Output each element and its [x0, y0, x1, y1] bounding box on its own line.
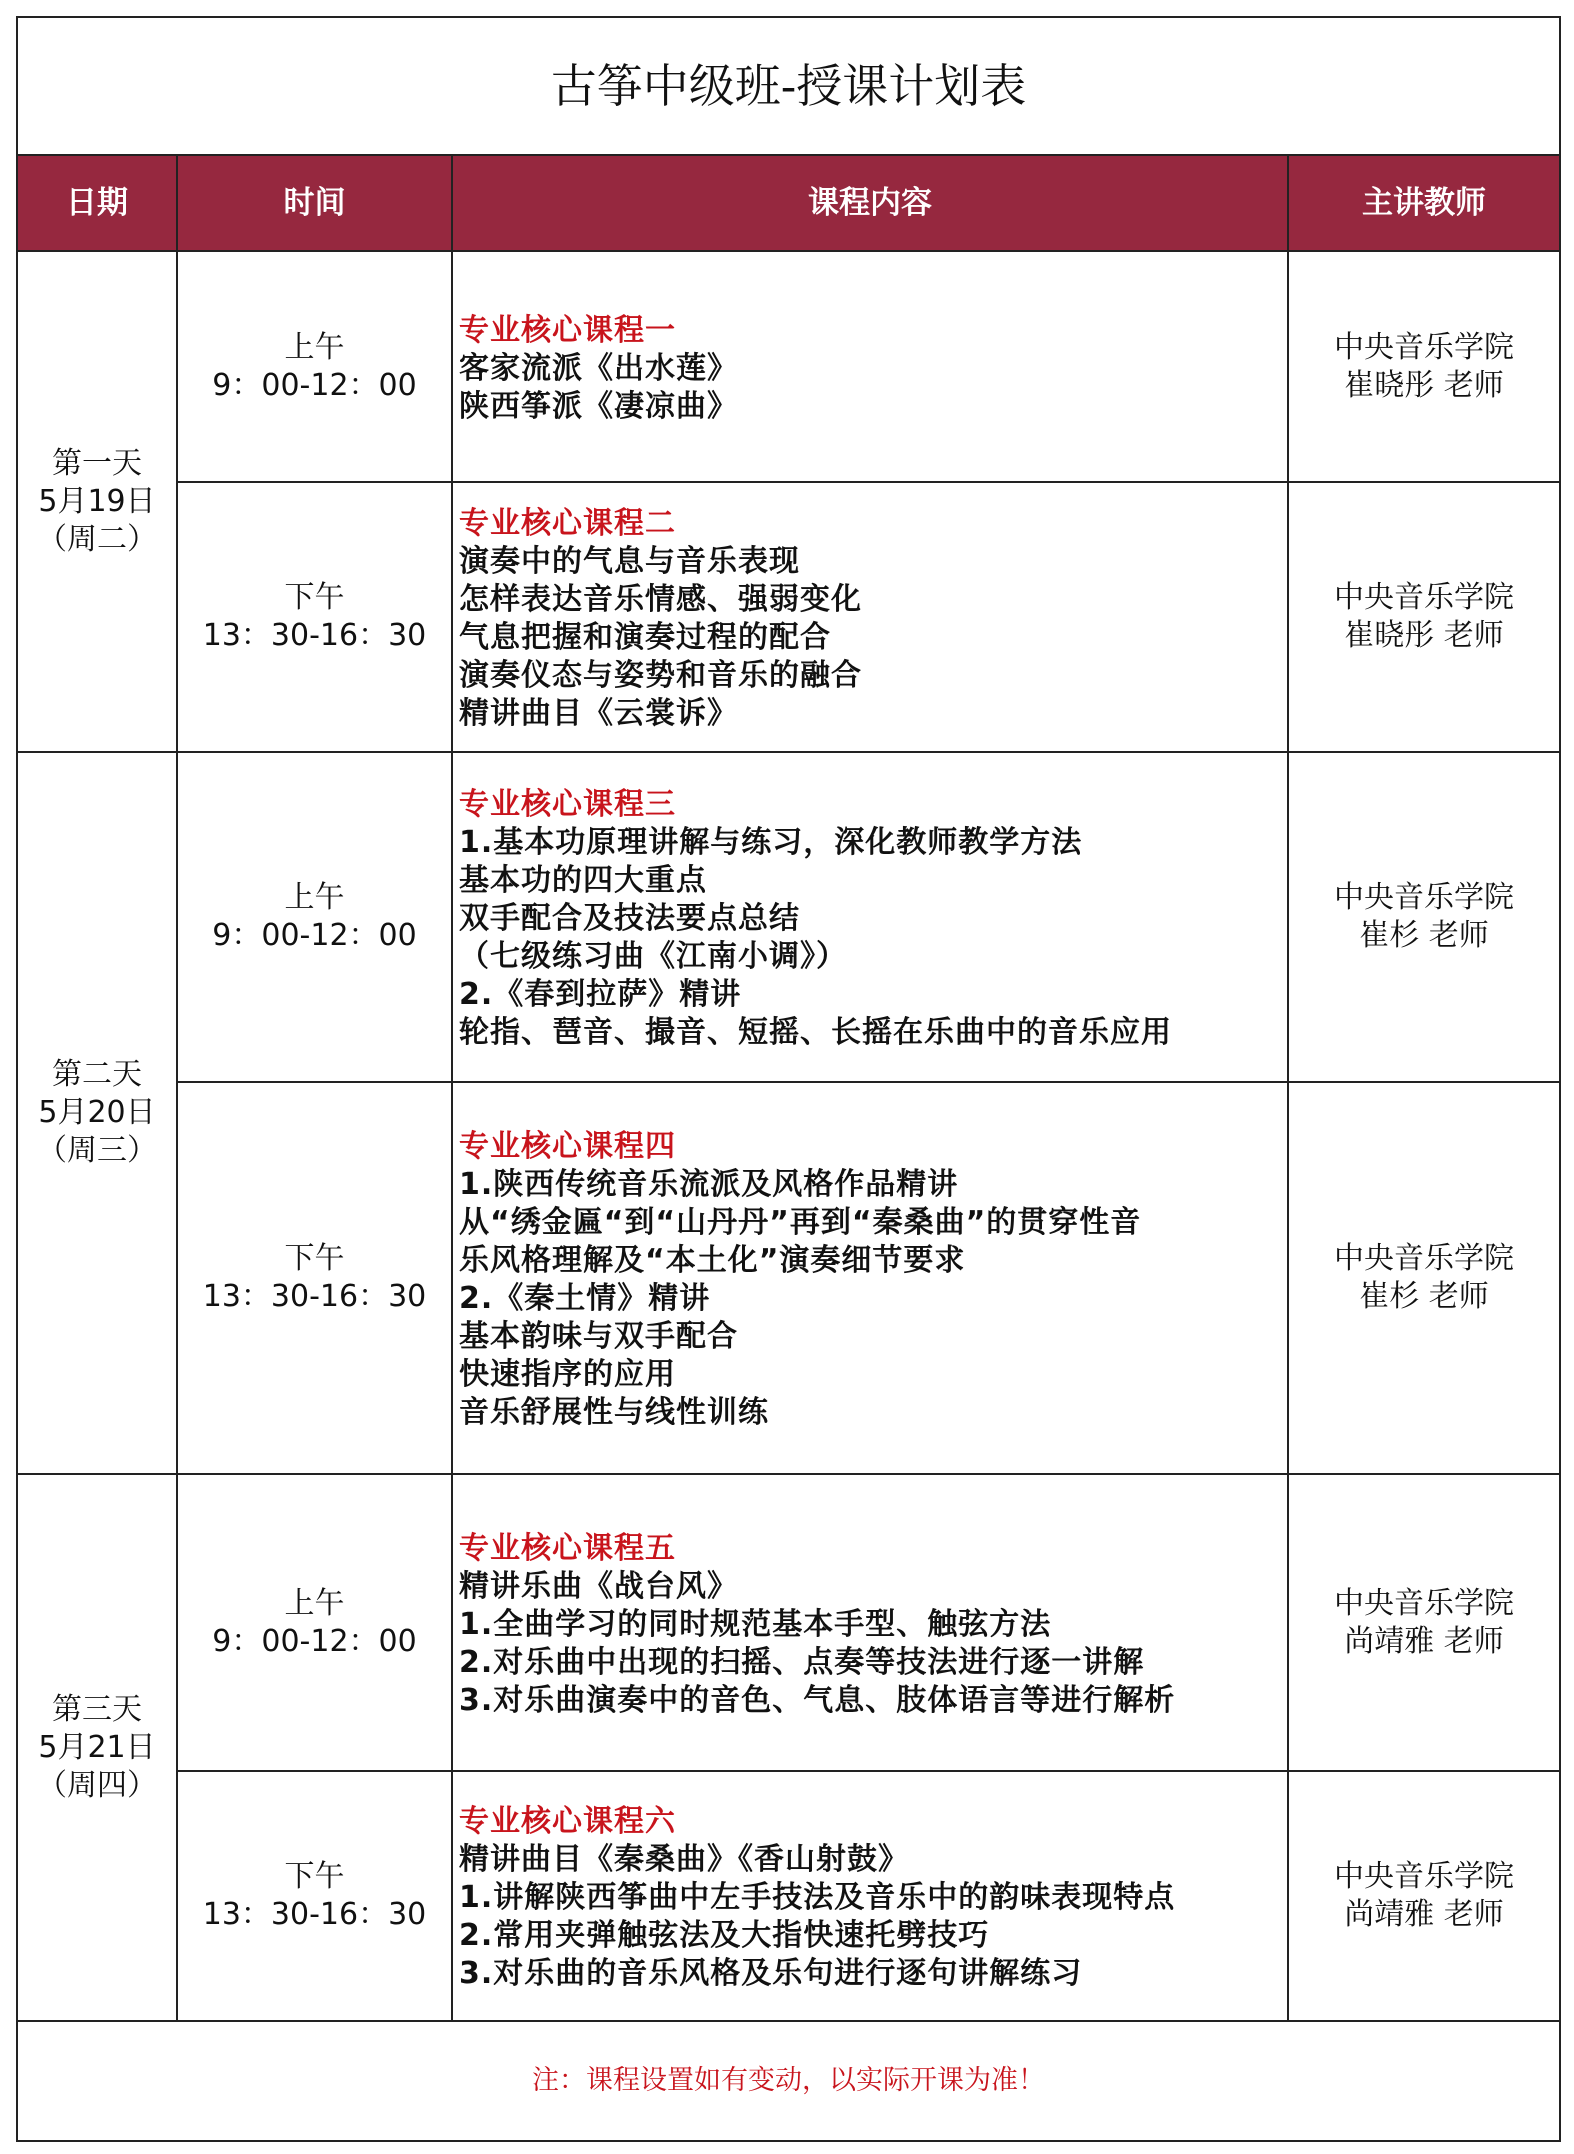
header-time: 时间	[177, 155, 452, 251]
content-line: 2.《秦土情》精讲	[459, 1281, 711, 1316]
header-teacher: 主讲教师	[1288, 155, 1560, 251]
content-cell	[452, 752, 1288, 1082]
header-date: 日期	[17, 155, 177, 251]
period: 上午	[284, 1585, 345, 1621]
content-line: 轮指、琶音、撮音、短摇、长摇在乐曲中的音乐应用	[459, 1015, 1172, 1050]
teacher-line: 中央音乐学院	[1334, 880, 1515, 915]
course-title: 专业核心课程一	[459, 312, 676, 348]
schedule-table	[16, 16, 1561, 2142]
content-line: 乐风格理解及“本土化”演奏细节要求	[459, 1243, 966, 1278]
page-title: 古筝中级班-授课计划表	[17, 17, 1560, 155]
schedule-row	[17, 1082, 1560, 1474]
time-range: 13：30-16：30	[202, 1897, 427, 1932]
period: 下午	[284, 1241, 345, 1276]
teacher-line: 崔晓彤 老师	[1344, 367, 1504, 403]
content-line: （七级练习曲《江南小调》）	[459, 939, 847, 974]
time-range: 13：30-16：30	[202, 1279, 427, 1314]
content-line: 气息把握和演奏过程的配合	[459, 620, 831, 655]
content-line: 1.全曲学习的同时规范基本手型、触弦方法	[459, 1606, 1052, 1642]
schedule-row	[17, 1771, 1560, 2021]
teacher-line: 中央音乐学院	[1334, 1859, 1515, 1894]
teacher-line: 中央音乐学院	[1334, 1241, 1515, 1276]
content-line: 精讲曲目《秦桑曲》《香山射鼓》	[459, 1842, 909, 1877]
day-cell	[17, 752, 177, 1474]
schedule-row	[17, 482, 1560, 752]
teacher-line: 中央音乐学院	[1334, 329, 1515, 365]
period: 下午	[284, 580, 345, 615]
content-line: 2.常用夹弹触弦法及大指快速托劈技巧	[459, 1918, 990, 1953]
period: 上午	[284, 880, 345, 915]
content-line: 演奏仪态与姿势和音乐的融合	[459, 658, 862, 693]
teacher-cell	[1288, 251, 1560, 482]
day-line: 第一天	[52, 445, 142, 481]
day-line: 5月19日	[38, 483, 156, 519]
content-line: 怎样表达音乐情感、强弱变化	[459, 582, 862, 617]
content-line: 基本韵味与双手配合	[459, 1319, 738, 1354]
teacher-line: 崔杉 老师	[1359, 918, 1489, 953]
content-cell	[452, 251, 1288, 482]
teacher-cell	[1288, 1082, 1560, 1474]
course-title: 专业核心课程六	[459, 1804, 676, 1839]
course-title: 专业核心课程四	[459, 1129, 676, 1164]
day-line: 5月20日	[38, 1095, 156, 1130]
content-cell	[452, 1082, 1288, 1474]
day-line: 第三天	[52, 1691, 142, 1727]
course-title: 专业核心课程二	[459, 506, 676, 541]
teacher-cell	[1288, 482, 1560, 752]
content-line: 1.讲解陕西筝曲中左手技法及音乐中的韵味表现特点	[459, 1880, 1176, 1915]
period: 上午	[284, 329, 345, 365]
content-line: 3.对乐曲演奏中的音色、气息、肢体语言等进行解析	[459, 1682, 1176, 1718]
course-title: 专业核心课程三	[459, 787, 676, 822]
content-line: 1.陕西传统音乐流派及风格作品精讲	[459, 1167, 959, 1202]
day-line: （周四）	[37, 1767, 157, 1803]
content-line: 1.基本功原理讲解与练习，深化教师教学方法	[459, 825, 1083, 860]
time-range: 9：00-12：00	[212, 1623, 417, 1659]
day-line: （周三）	[37, 1133, 157, 1168]
time-cell	[177, 1474, 452, 1771]
content-line: 2.对乐曲中出现的扫摇、点奏等技法进行逐一讲解	[459, 1644, 1145, 1680]
content-line: 精讲曲目《云裳诉》	[459, 696, 738, 731]
teacher-line: 尚靖雅 老师	[1344, 1623, 1504, 1659]
day-cell	[17, 1474, 177, 2021]
content-cell	[452, 482, 1288, 752]
content-line: 2.《春到拉萨》精讲	[459, 977, 742, 1012]
schedule-row	[17, 1474, 1560, 1771]
time-cell	[177, 1771, 452, 2021]
time-range: 9：00-12：00	[212, 918, 417, 953]
period: 下午	[284, 1859, 345, 1894]
time-range: 13：30-16：30	[202, 618, 427, 653]
time-cell	[177, 752, 452, 1082]
content-line: 基本功的四大重点	[459, 863, 707, 898]
day-line: 5月21日	[38, 1729, 156, 1765]
teacher-cell	[1288, 1771, 1560, 2021]
teacher-line: 崔晓彤 老师	[1344, 618, 1504, 653]
teacher-line: 崔杉 老师	[1359, 1279, 1489, 1314]
teacher-line: 中央音乐学院	[1334, 580, 1515, 615]
course-title: 专业核心课程五	[459, 1530, 676, 1566]
time-cell	[177, 251, 452, 482]
time-cell	[177, 1082, 452, 1474]
content-cell	[452, 1771, 1288, 2021]
footer-note: 注：课程设置如有变动，以实际开课为准！	[17, 2021, 1560, 2141]
content-line: 精讲乐曲《战台风》	[459, 1568, 738, 1604]
day-line: （周二）	[37, 521, 157, 557]
schedule-row	[17, 752, 1560, 1082]
content-line: 演奏中的气息与音乐表现	[459, 544, 800, 579]
content-line: 陕西筝派《凄凉曲》	[459, 388, 738, 424]
time-cell	[177, 482, 452, 752]
time-range: 9：00-12：00	[212, 367, 417, 403]
content-line: 音乐舒展性与线性训练	[459, 1395, 769, 1430]
schedule-row	[17, 251, 1560, 482]
day-line: 第二天	[52, 1057, 142, 1092]
day-cell	[17, 251, 177, 752]
teacher-cell	[1288, 1474, 1560, 1771]
content-line: 从“绣金匾“到“山丹丹”再到“秦桑曲”的贯穿性音	[459, 1205, 1142, 1240]
content-line: 双手配合及技法要点总结	[459, 901, 800, 936]
content-line: 3.对乐曲的音乐风格及乐句进行逐句讲解练习	[459, 1956, 1083, 1991]
content-cell	[452, 1474, 1288, 1771]
header-content: 课程内容	[452, 155, 1288, 251]
content-line: 客家流派《出水莲》	[459, 350, 738, 386]
teacher-line: 中央音乐学院	[1334, 1585, 1515, 1621]
content-line: 快速指序的应用	[459, 1357, 676, 1392]
teacher-line: 尚靖雅 老师	[1344, 1897, 1504, 1932]
teacher-cell	[1288, 752, 1560, 1082]
